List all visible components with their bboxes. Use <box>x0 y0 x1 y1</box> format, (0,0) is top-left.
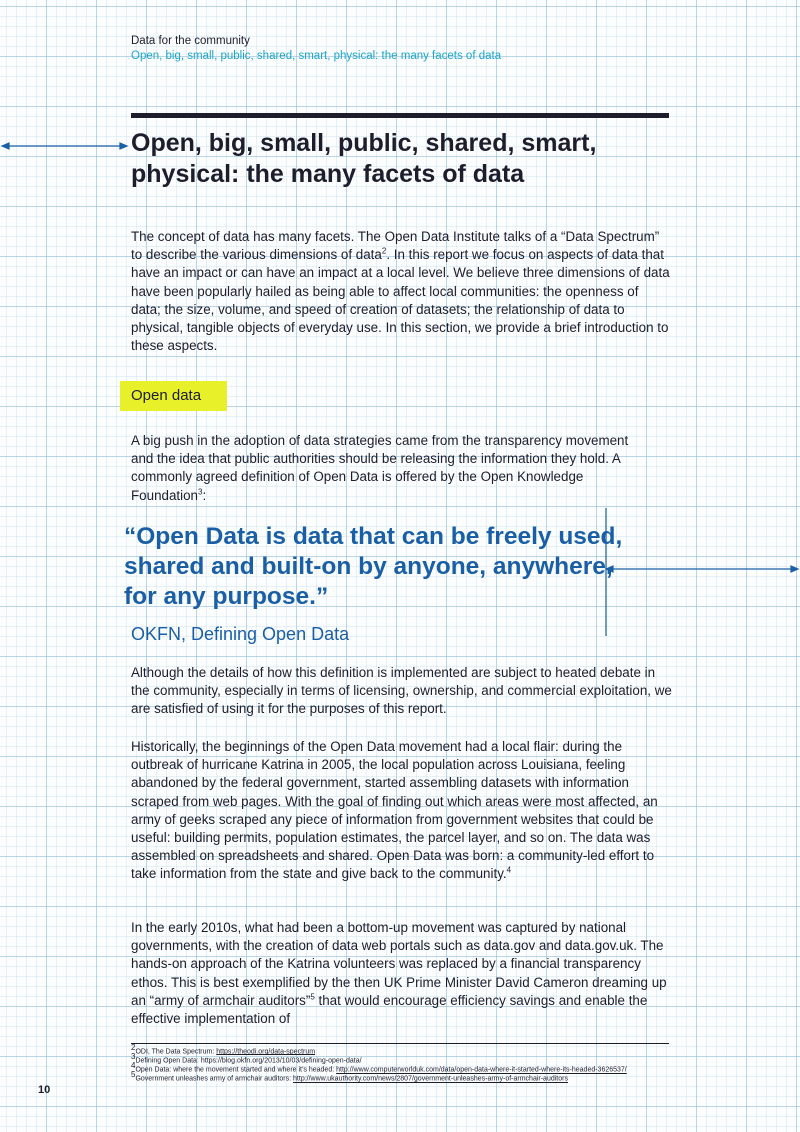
history-paragraph: Historically, the beginnings of the Open Data movement had a local flair: during the outbreak of hurricane Katrina in 2005, the local population across Louisiana, feeling abandoned by the federal government, started assembling datasets with information scraped from web pages. With the goal of finding out which areas were most affected, an army of geeks scraped any piece of information from government websites that could be useful: building permits, population estimates, the parcel layer, and so on. The data was assembled on spreadsheets and shared. Open Data was born: a community-led effort to take information from the state and give back to the community.$^4$ <box>131 739 658 882</box>
footnotes-list <box>131 1043 671 1085</box>
title-margin-arrow-left-head <box>2 143 9 149</box>
title-margin-arrow-right-head <box>120 143 127 149</box>
pull-quote: “Open Data is data that can be freely used, shared and built-on by anyone, anywhere, for any purpose.” <box>124 523 623 610</box>
page-title: Open, big, small, public, shared, smart, physical: the many facets of data <box>131 129 597 188</box>
footnote-link[interactable]: https://theodi.org/data-spectrum <box>216 1048 316 1056</box>
footnote-ref-4[interactable]: 4 <box>506 865 512 875</box>
footnote-ref-5[interactable]: 5 <box>310 992 315 1002</box>
intro-paragraph: The concept of data has many facets. The Open Data Institute talks of a “Data Spectrum” to describe the various dimensions of data$^2$. In this report we focus on aspects of data that have an impact or can have an impact at a local level. We believe three dimensions of data have been popularly hailed as being able to affect local communities: the openness of data; the size, volume, and speed of creation of datasets; the relationship of data to physical, tangible objects of everyday use. In this section, we provide a brief introduction to these aspects. <box>131 229 670 354</box>
open-data-paragraph: A big push in the adoption of data strategies came from the transparency movement and the idea that public authorities should be releasing the information they hold. A commonly agreed definition of Open Data is offered by the Open Knowledge Foundation$^3$: <box>131 433 629 503</box>
government-portals-paragraph: In the early 2010s, what had been a bottom-up movement was captured by national governments, with the creation of data web portals such as data.gov and data.gov.uk. The hands-on approach of the Katrina volunteers was replaced by a financial transparency ethos. This is best exemplified by the then UK Prime Minister David Cameron dreaming up an “army of armchair auditors”$^5$ that would encourage efficiency savings and enable the effective implementation of <box>131 920 667 1027</box>
footnote-ref-3[interactable]: 3 <box>198 487 203 497</box>
definition-debate-paragraph: Although the details of how this definition is implemented are subject to heated debate in the community, especially in terms of licensing, ownership, and commercial exploitation, we are satisfied of using it for the purposes of this report. <box>131 665 672 717</box>
quote-attribution: OKFN, Defining Open Data <box>131 624 350 644</box>
page-number: 10 <box>38 1084 51 1096</box>
footnote-rule <box>131 1043 669 1044</box>
footnote-item: $^5$Government unleashes army of armchair auditors: http://www.ukauthority.com/news/2807/government-unleashes-army-of-armchair-auditors <box>131 1070 568 1083</box>
footnote-ref-2[interactable]: 2 <box>381 246 387 256</box>
section-heading-open-data: Open data <box>120 381 227 411</box>
header-section-title: Data for the community <box>131 35 250 47</box>
footnote-item: $^3$Defining Open Data: https://blog.okfn.org/2013/10/03/defining-open-data/ <box>131 1052 362 1065</box>
header-subsection-title: Open, big, small, public, shared, smart, physical: the many facets of data <box>131 50 502 62</box>
footnote-link[interactable]: http://www.computerworlduk.com/data/open-data-where-it-started-where-its-headed-3626537/ <box>336 1066 627 1074</box>
footnote-item: $^2$ODI, The Data Spectrum: https://theodi.org/data-spectrum <box>131 1043 316 1056</box>
footnote-link[interactable]: http://www.ukauthority.com/news/2807/government-unleashes-army-of-armchair-auditors <box>293 1075 568 1083</box>
footnote-item: $^4$Open Data: where the movement started and where it’s headed: http://www.computerworlduk.com/data/open-data-where-it-started-where-its-headed-3626537/ <box>131 1061 627 1074</box>
quote-margin-arrow-right-head <box>791 566 798 572</box>
